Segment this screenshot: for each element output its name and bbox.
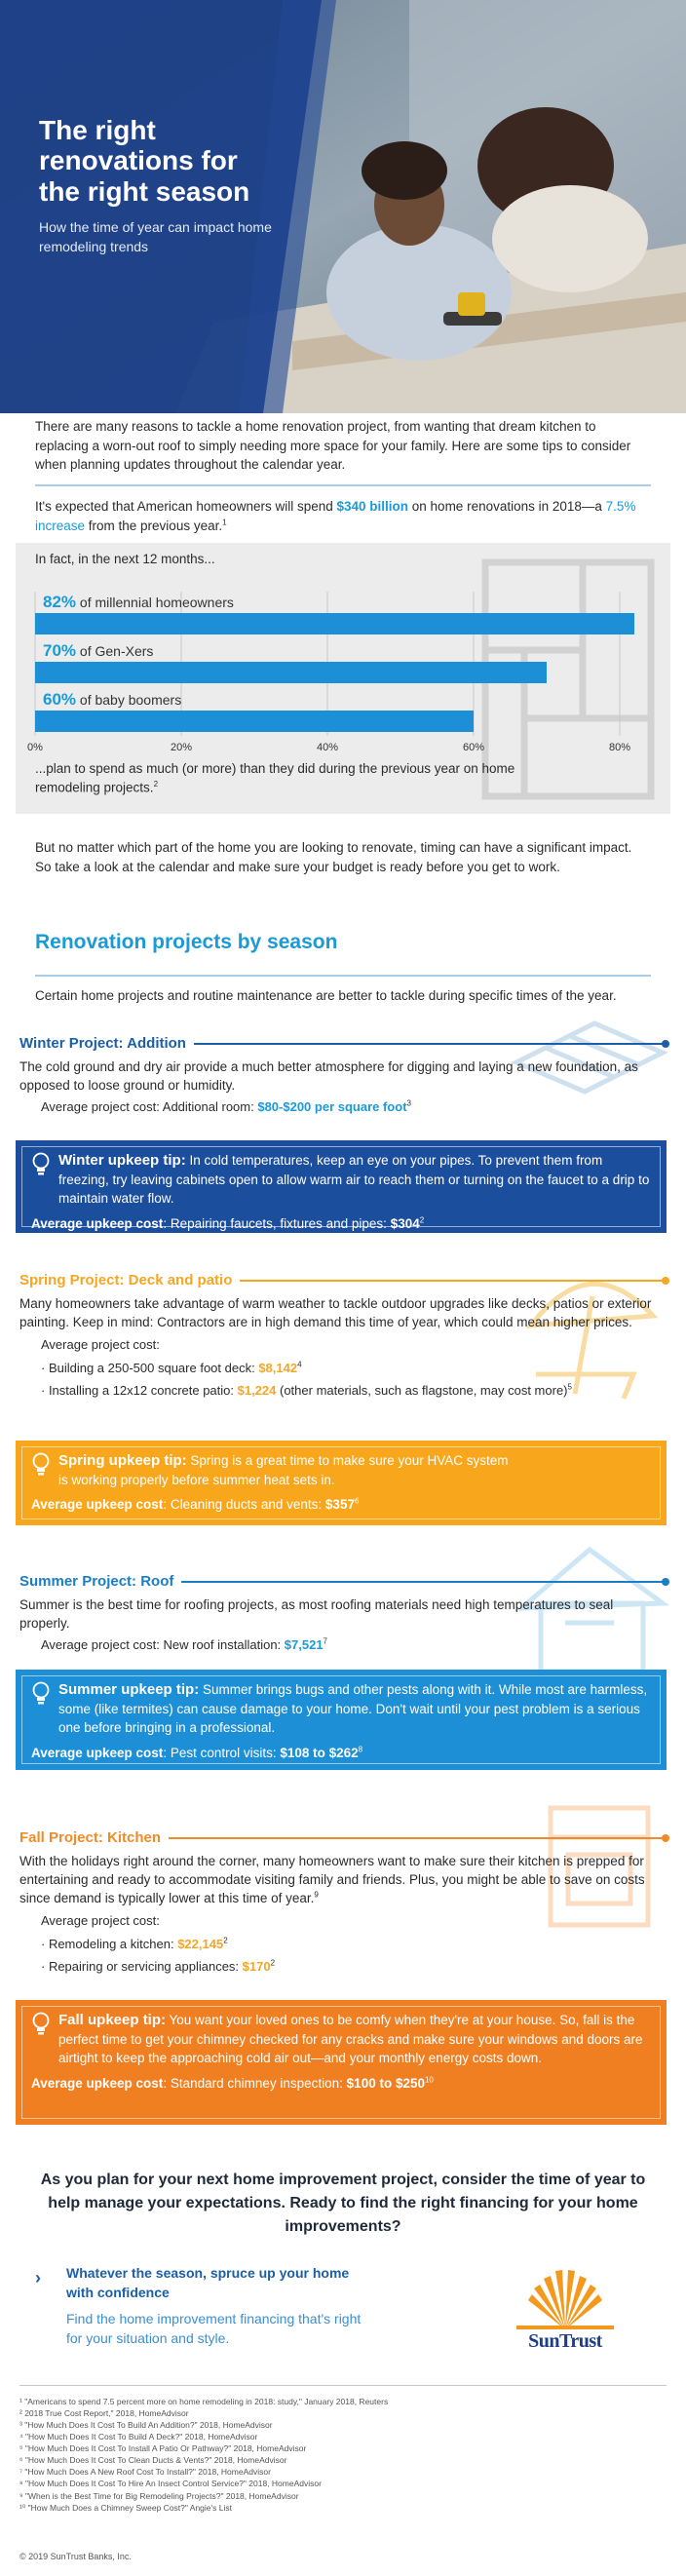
spring-tip-body: Spring is a great time to make sure your HVAC system is working properly before summer heat sets in. bbox=[58, 1453, 509, 1488]
hero-banner bbox=[0, 0, 686, 413]
tick-label: 40% bbox=[316, 742, 339, 753]
cost-item: · Building a 250-500 square foot deck: bbox=[41, 1360, 259, 1375]
bar-label bbox=[43, 593, 234, 611]
footnote-5: ⁵ "How Much Does It Cost To Install A Patio Or Pathway?" 2018, HomeAdvisor bbox=[19, 2443, 307, 2454]
cost-label: Average project cost: bbox=[41, 1099, 163, 1115]
lightbulb-icon bbox=[31, 1452, 51, 1478]
cta-sub-body: Find the home improvement financing that's right for your situation and style. bbox=[66, 2310, 362, 2346]
tick-label: 80% bbox=[608, 742, 631, 753]
suntrust-wordmark: SunTrust bbox=[528, 2330, 602, 2352]
spring-body: Many homeowners take advantage of warm weather to tackle outdoor upgrades like decks, patios or exterior painting. Keep in mind: Contractors are in high demand this time of year, which could mean higher prices. bbox=[19, 1296, 652, 1330]
footnote-ref: 2 bbox=[223, 1936, 228, 1945]
bar bbox=[35, 613, 634, 634]
spring-heading bbox=[19, 1270, 667, 1291]
fall-heading-text: Fall Project: Kitchen bbox=[19, 1828, 162, 1846]
bar-value-label: 82% bbox=[43, 593, 77, 611]
spring-tip-row bbox=[31, 1450, 651, 1489]
cta-headline: As you plan for your next home improvement project, consider the time of year to help manage your expectations. Ready to find the right financing for your home improvements? bbox=[40, 2172, 646, 2235]
fall-tip-row bbox=[31, 2010, 651, 2068]
spring-tip-avg bbox=[31, 1495, 651, 1514]
cost-value: $7,521 bbox=[284, 1637, 324, 1653]
cost-label: Average project cost: bbox=[41, 1637, 164, 1653]
footnote-6: ⁶ "How Much Does It Cost To Clean Ducts & Vents?" 2018, HomeAdvisor bbox=[19, 2455, 287, 2466]
summer-body: Summer is the best time for roofing projects, as most roofing materials need high temperatures to seal properly. bbox=[19, 1597, 614, 1632]
lightbulb-icon bbox=[31, 1152, 51, 1177]
cost-item: · Installing a 12x12 concrete patio: bbox=[41, 1383, 238, 1399]
footnote-ref: 3 bbox=[406, 1098, 411, 1108]
summer-project bbox=[19, 1571, 667, 1654]
heading-rule bbox=[181, 1581, 667, 1583]
tick-label: 0% bbox=[27, 742, 43, 753]
fall-tip-avg bbox=[31, 2074, 651, 2093]
bar-value-label: 60% bbox=[43, 690, 77, 709]
spend-text-mid: on home renovations in 2018—a bbox=[408, 499, 606, 514]
bar-label bbox=[43, 641, 153, 660]
lightbulb-icon bbox=[31, 1681, 51, 1707]
fall-body-text: With the holidays right around the corner, many homeowners want to make sure their kitchen is prepped for entertaining and ready to accommodate visiting family and friends. Plus, you might be able to save on costs since demand is typically lower at this time of year. bbox=[19, 1854, 645, 1906]
footnote-8: ⁸ "How Much Does It Cost To Hire An Insect Control Service?" 2018, HomeAdvisor bbox=[19, 2479, 322, 2489]
footnote-ref: 2 bbox=[153, 779, 159, 788]
heading-rule bbox=[169, 1837, 667, 1839]
tick-label: 20% bbox=[170, 742, 193, 753]
fall-tip-body: You want your loved ones to be comfy when they're at your house. So, fall is the perfect time to get your chimney checked for any cracks and make sure your windows and doors are airtight to keep the approaching cold air out—and your monthly energy costs down. bbox=[58, 2013, 643, 2066]
cost-value: $170 bbox=[242, 1959, 271, 1975]
footnote-ref: 8 bbox=[358, 1745, 363, 1754]
spring-heading-text: Spring Project: Deck and patio bbox=[19, 1271, 233, 1288]
bar-category-label: of baby boomers bbox=[76, 692, 182, 708]
cost-label: Average project cost: bbox=[41, 1913, 160, 1929]
footnote-4: ⁴ "How Much Does It Cost To Build A Deck?" 2018, HomeAdvisor bbox=[19, 2432, 258, 2442]
bar bbox=[35, 662, 547, 683]
chart-plot bbox=[16, 543, 670, 762]
fall-project bbox=[19, 1827, 667, 1977]
avg-label: Average upkeep cost bbox=[31, 2075, 164, 2091]
winter-cost bbox=[19, 1098, 667, 1116]
chart-footer-text: ...plan to spend as much (or more) than they did during the previous year on home remodeling projects. bbox=[35, 761, 515, 795]
cost-value: $8,142 bbox=[258, 1360, 298, 1375]
cost-label: Average project cost: bbox=[41, 1337, 160, 1353]
summer-tip-body: Summer brings bugs and other pests along with it. While most are harmless, some (like termites) can cause damage to your home. Don't wait until your pest problem is a serious one before bringing in a professional. bbox=[58, 1682, 648, 1736]
footnote-ref: 1 bbox=[222, 518, 227, 527]
generation-spending-chart bbox=[16, 543, 670, 814]
winter-tip-text bbox=[58, 1150, 651, 1209]
bar-label bbox=[43, 690, 181, 709]
cost-value: $80-$200 per square foot bbox=[257, 1099, 407, 1115]
footnote-ref: 2 bbox=[419, 1215, 425, 1225]
chevron-right-icon[interactable]: › bbox=[35, 2268, 41, 2288]
footnote-ref: 4 bbox=[297, 1360, 302, 1369]
avg-text: : Pest control visits: bbox=[163, 1745, 281, 1760]
projects-section-intro: Certain home projects and routine maintenance are better to tackle during specific times of the year. bbox=[35, 975, 651, 1006]
chart-title: In fact, in the next 12 months... bbox=[35, 552, 215, 566]
cta-sub-heading[interactable]: Whatever the season, spruce up your home with confidence bbox=[66, 2265, 350, 2301]
winter-heading-text: Winter Project: Addition bbox=[19, 1034, 186, 1052]
footnote-10: ¹⁰ "How Much Does a Chimney Sweep Cost?" Angie's List bbox=[19, 2502, 232, 2513]
fall-tip-text bbox=[58, 2010, 651, 2068]
footnote-ref: 5 bbox=[567, 1382, 572, 1392]
footnote-9: ⁹ "When is the Best Time for Big Remodeling Projects?" 2018, HomeAdvisor bbox=[19, 2490, 299, 2501]
winter-tip-title: Winter upkeep tip: bbox=[58, 1152, 186, 1169]
cost-value: $1,224 bbox=[237, 1383, 277, 1399]
footnote-ref: 7 bbox=[323, 1636, 327, 1646]
summer-cost bbox=[19, 1636, 667, 1654]
summer-heading-text: Summer Project: Roof bbox=[19, 1572, 174, 1590]
avg-text: : Repairing faucets, fixtures and pipes: bbox=[163, 1215, 391, 1231]
cost-item: · Remodeling a kitchen: bbox=[41, 1936, 178, 1951]
intro-paragraph: There are many reasons to tackle a home renovation project, from wanting that dream kitchen to replacing a worn-out roof to simply needing more space for your family. Here are some tips to consider when planning updates throughout the calendar year. bbox=[35, 417, 651, 486]
footnote-7: ⁷ "How Much Does A New Roof Cost To Install?" 2018, HomeAdvisor bbox=[19, 2467, 271, 2478]
footnote-ref: 10 bbox=[424, 2075, 434, 2085]
bar bbox=[35, 711, 474, 732]
bar-category-label: of Gen-Xers bbox=[76, 643, 154, 659]
cost-note: (other materials, such as flagstone, may cost more) bbox=[276, 1383, 568, 1399]
avg-value: $108 to $262 bbox=[280, 1745, 359, 1760]
footnotes-list bbox=[19, 2385, 667, 2514]
sunrise-logo-icon bbox=[507, 2259, 624, 2332]
spring-tip-text bbox=[58, 1450, 516, 1489]
hero-title-block bbox=[39, 115, 283, 256]
footnote-ref: 2 bbox=[270, 1959, 276, 1969]
winter-project bbox=[19, 1033, 667, 1116]
spring-cost-deck bbox=[41, 1359, 667, 1378]
footnote-ref: 9 bbox=[314, 1890, 319, 1900]
projects-section-title: Renovation projects by season bbox=[35, 931, 338, 953]
timing-paragraph: But no matter which part of the home you are looking to renovate, timing can have a significant impact. So take a look at the calendar and make sure your budget is ready before you get to work. bbox=[35, 840, 632, 874]
winter-tip-body: In cold temperatures, keep an eye on your pipes. To prevent them from freezing, try leaving cabinets open to allow warm air to reach them or turning on the faucet to a drip to maintain water flow. bbox=[58, 1153, 650, 1207]
spring-cost-list bbox=[19, 1335, 667, 1401]
spend-paragraph bbox=[35, 497, 651, 535]
chart-footer bbox=[35, 760, 581, 797]
footnote-2: ² 2018 True Cost Report," 2018, HomeAdvisor bbox=[19, 2408, 189, 2419]
fall-cost-appliances bbox=[41, 1957, 667, 1977]
heading-rule bbox=[194, 1043, 667, 1045]
summer-tip-title: Summer upkeep tip: bbox=[58, 1681, 200, 1698]
spring-tip-title: Spring upkeep tip: bbox=[58, 1452, 187, 1469]
hero-subtitle: How the time of year can impact home remodeling trends bbox=[39, 219, 272, 254]
cost-item: Additional room: bbox=[162, 1099, 258, 1115]
bar-category-label: of millennial homeowners bbox=[76, 595, 234, 610]
summer-tip-row bbox=[31, 1679, 651, 1738]
avg-label: Average upkeep cost bbox=[31, 1215, 164, 1231]
winter-tip-row bbox=[31, 1150, 651, 1209]
fall-body bbox=[19, 1852, 667, 1907]
winter-tip-box bbox=[16, 1140, 667, 1233]
fall-cost-list bbox=[19, 1911, 667, 1977]
bar-value-label: 70% bbox=[43, 641, 77, 660]
summer-tip-text bbox=[58, 1679, 651, 1738]
fall-heading bbox=[19, 1827, 667, 1849]
hero-title: The right renovations for the right season bbox=[39, 115, 250, 207]
avg-value: $100 to $250 bbox=[346, 2075, 425, 2091]
spring-cost-patio bbox=[41, 1381, 667, 1401]
spring-tip-box bbox=[16, 1441, 667, 1525]
tick-label: 60% bbox=[462, 742, 485, 753]
footnote-3: ³ "How Much Does It Cost To Build An Addition?" 2018, HomeAdvisor bbox=[19, 2420, 273, 2431]
cost-item: New roof installation: bbox=[163, 1637, 285, 1653]
winter-body: The cold ground and dry air provide a much better atmosphere for digging and laying a new foundation, as opposed to loose ground or humidity. bbox=[19, 1059, 638, 1094]
avg-text: : Cleaning ducts and vents: bbox=[163, 1497, 325, 1513]
summer-heading bbox=[19, 1571, 667, 1593]
avg-value: $304 bbox=[390, 1215, 420, 1231]
cost-item: · Repairing or servicing appliances: bbox=[41, 1959, 243, 1975]
spend-amount: $340 billion bbox=[336, 499, 409, 514]
fall-tip-box bbox=[16, 2000, 667, 2125]
copyright: © 2019 SunTrust Banks, Inc. bbox=[19, 2552, 132, 2561]
spend-text-post: from the previous year. bbox=[85, 518, 223, 533]
cta-financing[interactable] bbox=[35, 2263, 366, 2348]
footnote-ref: 6 bbox=[354, 1496, 360, 1506]
avg-label: Average upkeep cost bbox=[31, 1745, 164, 1760]
spend-text-pre: It's expected that American homeowners will spend bbox=[35, 499, 337, 514]
spring-project bbox=[19, 1270, 667, 1401]
avg-value: $357 bbox=[324, 1497, 355, 1513]
summer-tip-box bbox=[16, 1670, 667, 1770]
lightbulb-icon bbox=[31, 2012, 51, 2037]
spend-increase: 7.5% increase bbox=[35, 499, 636, 533]
cost-value: $22,145 bbox=[177, 1936, 224, 1951]
summer-tip-avg bbox=[31, 1744, 651, 1762]
winter-tip-avg bbox=[31, 1214, 651, 1233]
footnote-1: ¹ "Americans to spend 7.5 percent more on home remodeling in 2018: study," January 2018, Reuters bbox=[19, 2397, 389, 2406]
suntrust-logo[interactable] bbox=[507, 2259, 624, 2355]
heading-rule bbox=[240, 1280, 667, 1282]
avg-text: : Standard chimney inspection: bbox=[163, 2075, 347, 2091]
avg-label: Average upkeep cost bbox=[31, 1497, 164, 1513]
winter-heading bbox=[19, 1033, 667, 1055]
fall-cost-kitchen bbox=[41, 1935, 667, 1954]
fall-tip-title: Fall upkeep tip: bbox=[58, 2012, 167, 2028]
